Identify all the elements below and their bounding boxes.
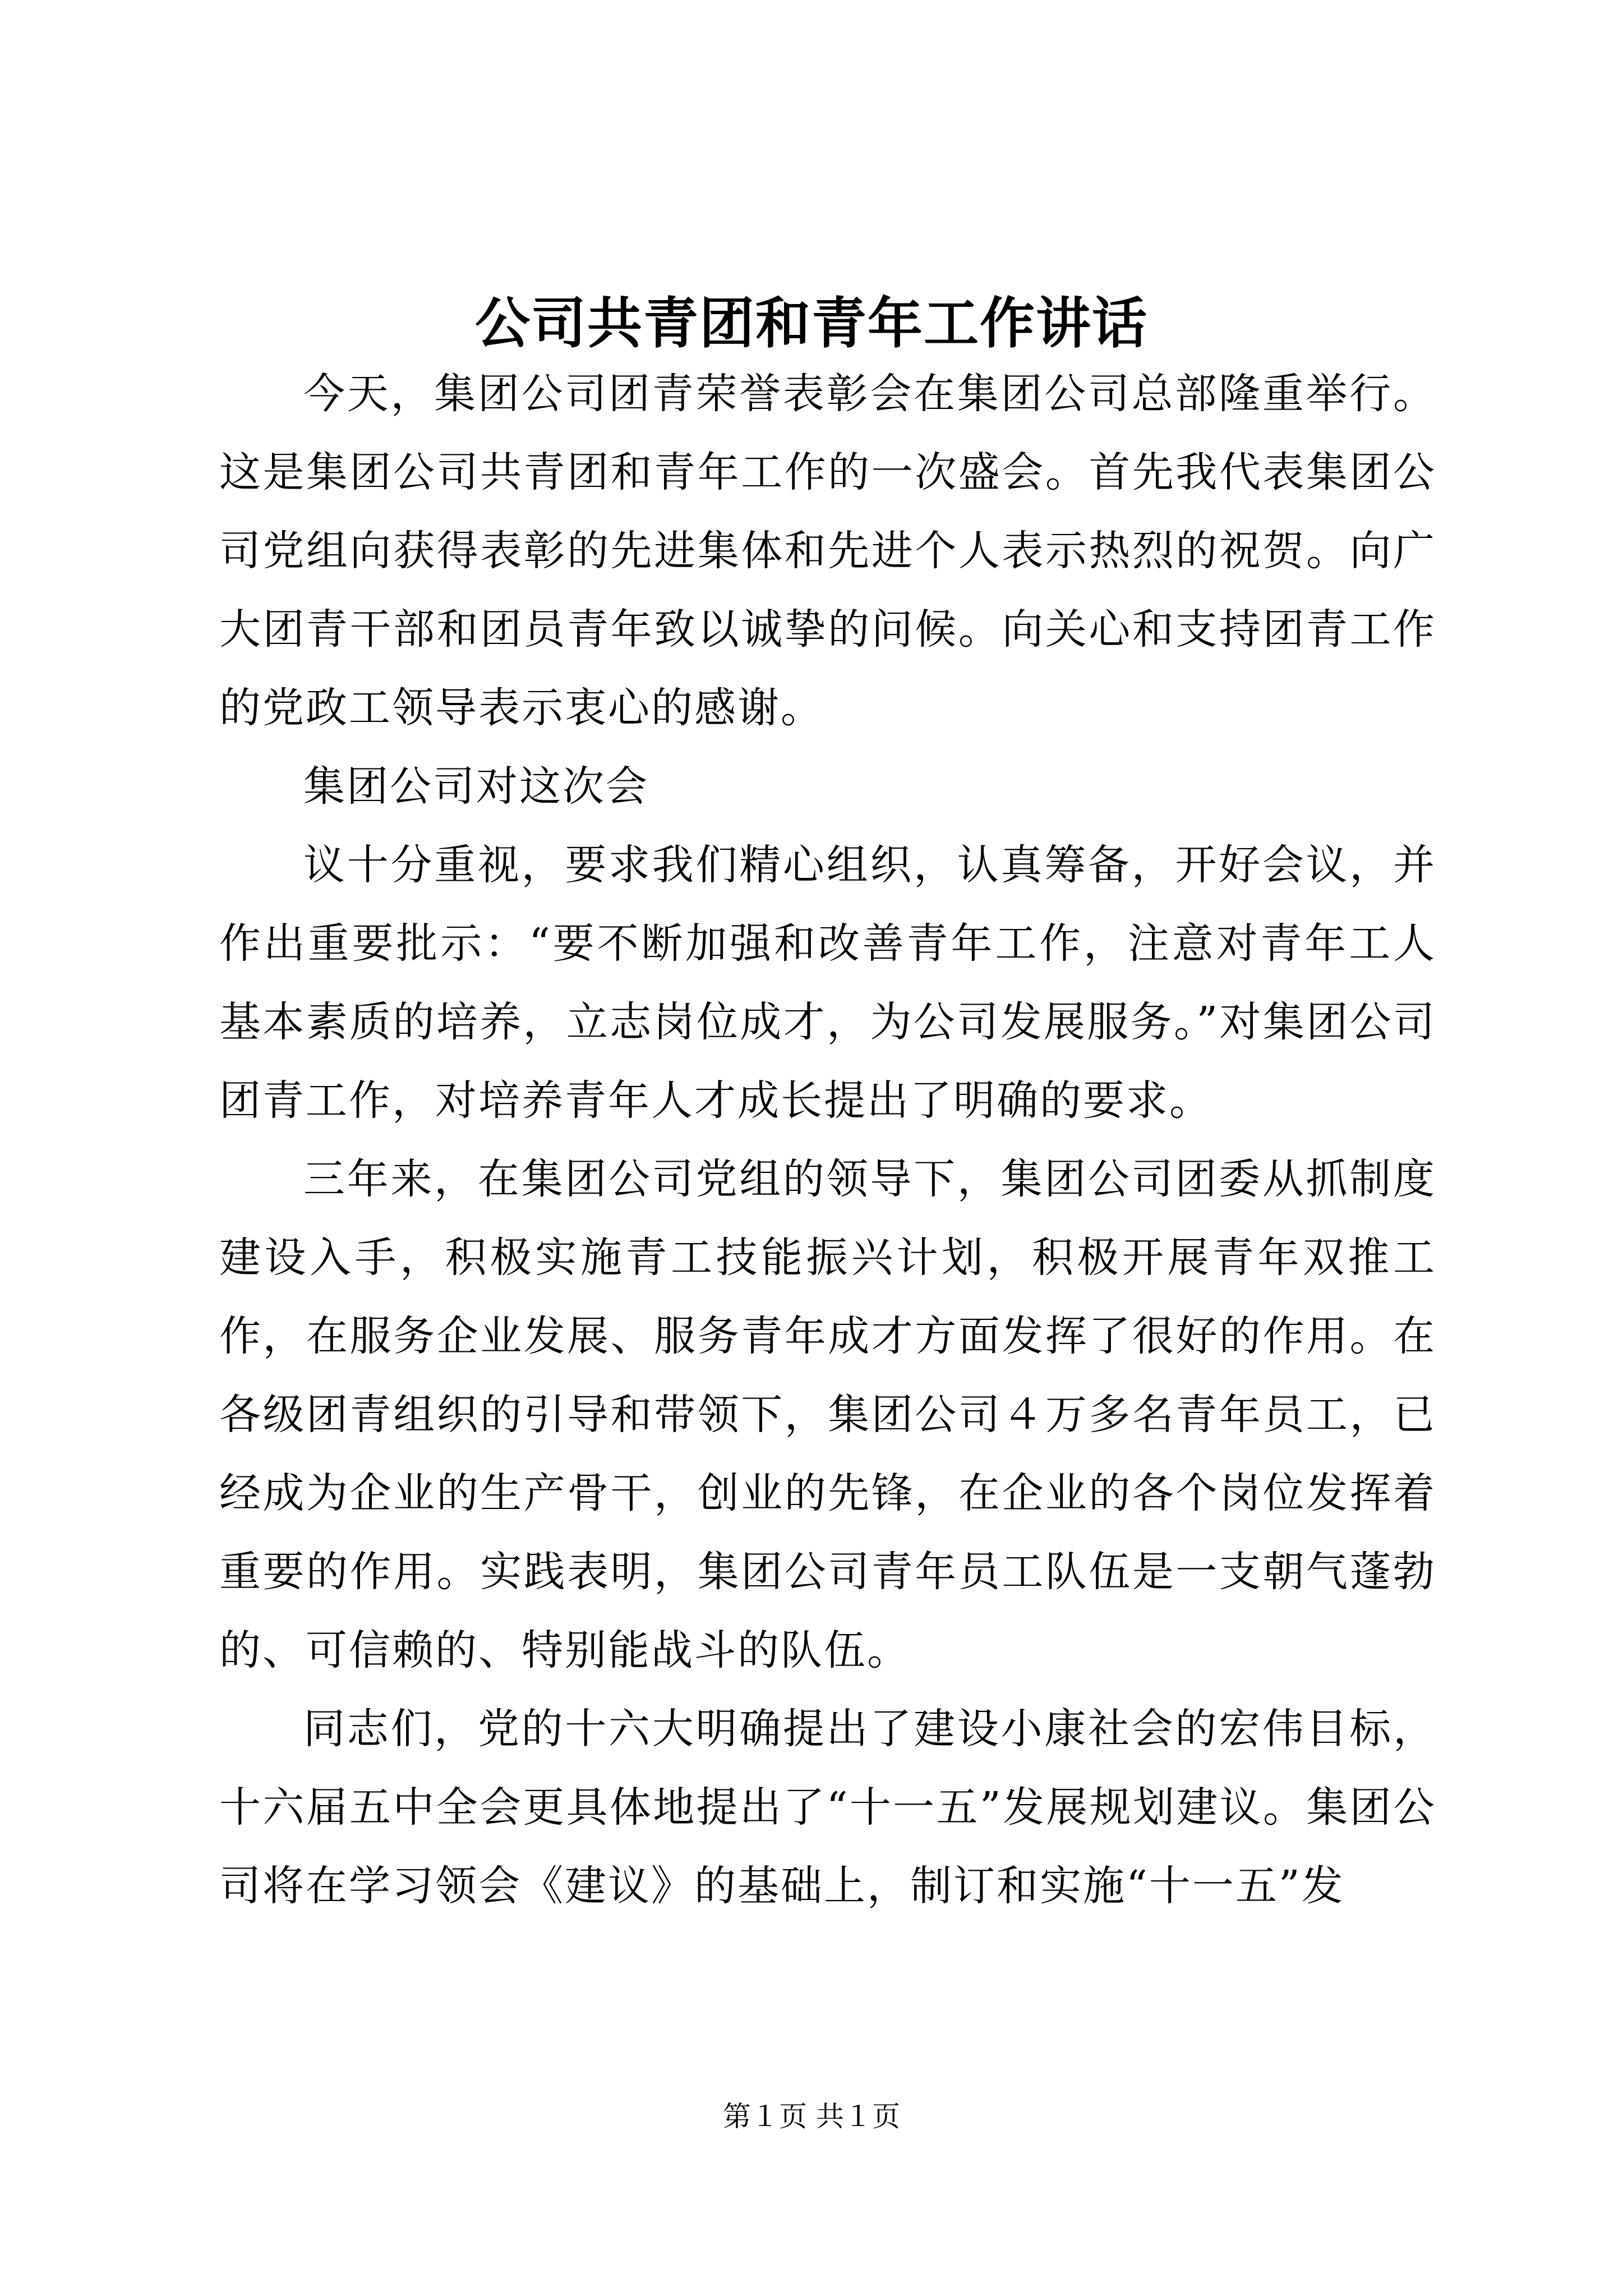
document-body — [219, 355, 1436, 1925]
page-footer: 第１页 共１页 — [723, 2100, 900, 2133]
paragraph: 议十分重视，要求我们精心组织，认真筹备，开好会议，并作出重要批示：“要不断加强和改善青年工作，注意对青年工人基本素质的培养，立志岗位成才，为公司发展服务。”对集团公司团青工作，对培养青年人才成长提出了明确的要求。 — [219, 841, 1436, 1125]
paragraph: 三年来，在集团公司党组的领导下，集团公司团委从抓制度建设入手，积极实施青工技能振兴计划，积极开展青年双推工作，在服务企业发展、服务青年成才方面发挥了很好的作用。在各级团青组织的引导和带领下，集团公司４万多名青年员工，已经成为企业的生产骨干，创业的先锋，在企业的各个岗位发挥着重要的作用。实践表明，集团公司青年员工队伍是一支朝气蓬勃的、可信赖的、特别能战斗的队伍。 — [219, 1155, 1436, 1674]
paragraph: 今天，集团公司团青荣誉表彰会在集团公司总部隆重举行。这是集团公司共青团和青年工作的一次盛会。首先我代表集团公司党组向获得表彰的先进集体和先进个人表示热烈的祝贺。向广大团青干部和团员青年致以诚挚的问候。向关心和支持团青工作的党政工领导表示衷心的感谢。 — [219, 370, 1436, 732]
document-title: 公司共青团和青年工作讲话 — [474, 291, 1148, 356]
paragraph: 同志们，党的十六大明确提出了建设小康社会的宏伟目标，十六届五中全会更具体地提出了“十一五”发展规划建议。集团公司将在学习领会《建议》的基础上，制订和实施“十一五”发 — [219, 1705, 1436, 1910]
paragraph: 集团公司对这次会 — [303, 762, 649, 811]
